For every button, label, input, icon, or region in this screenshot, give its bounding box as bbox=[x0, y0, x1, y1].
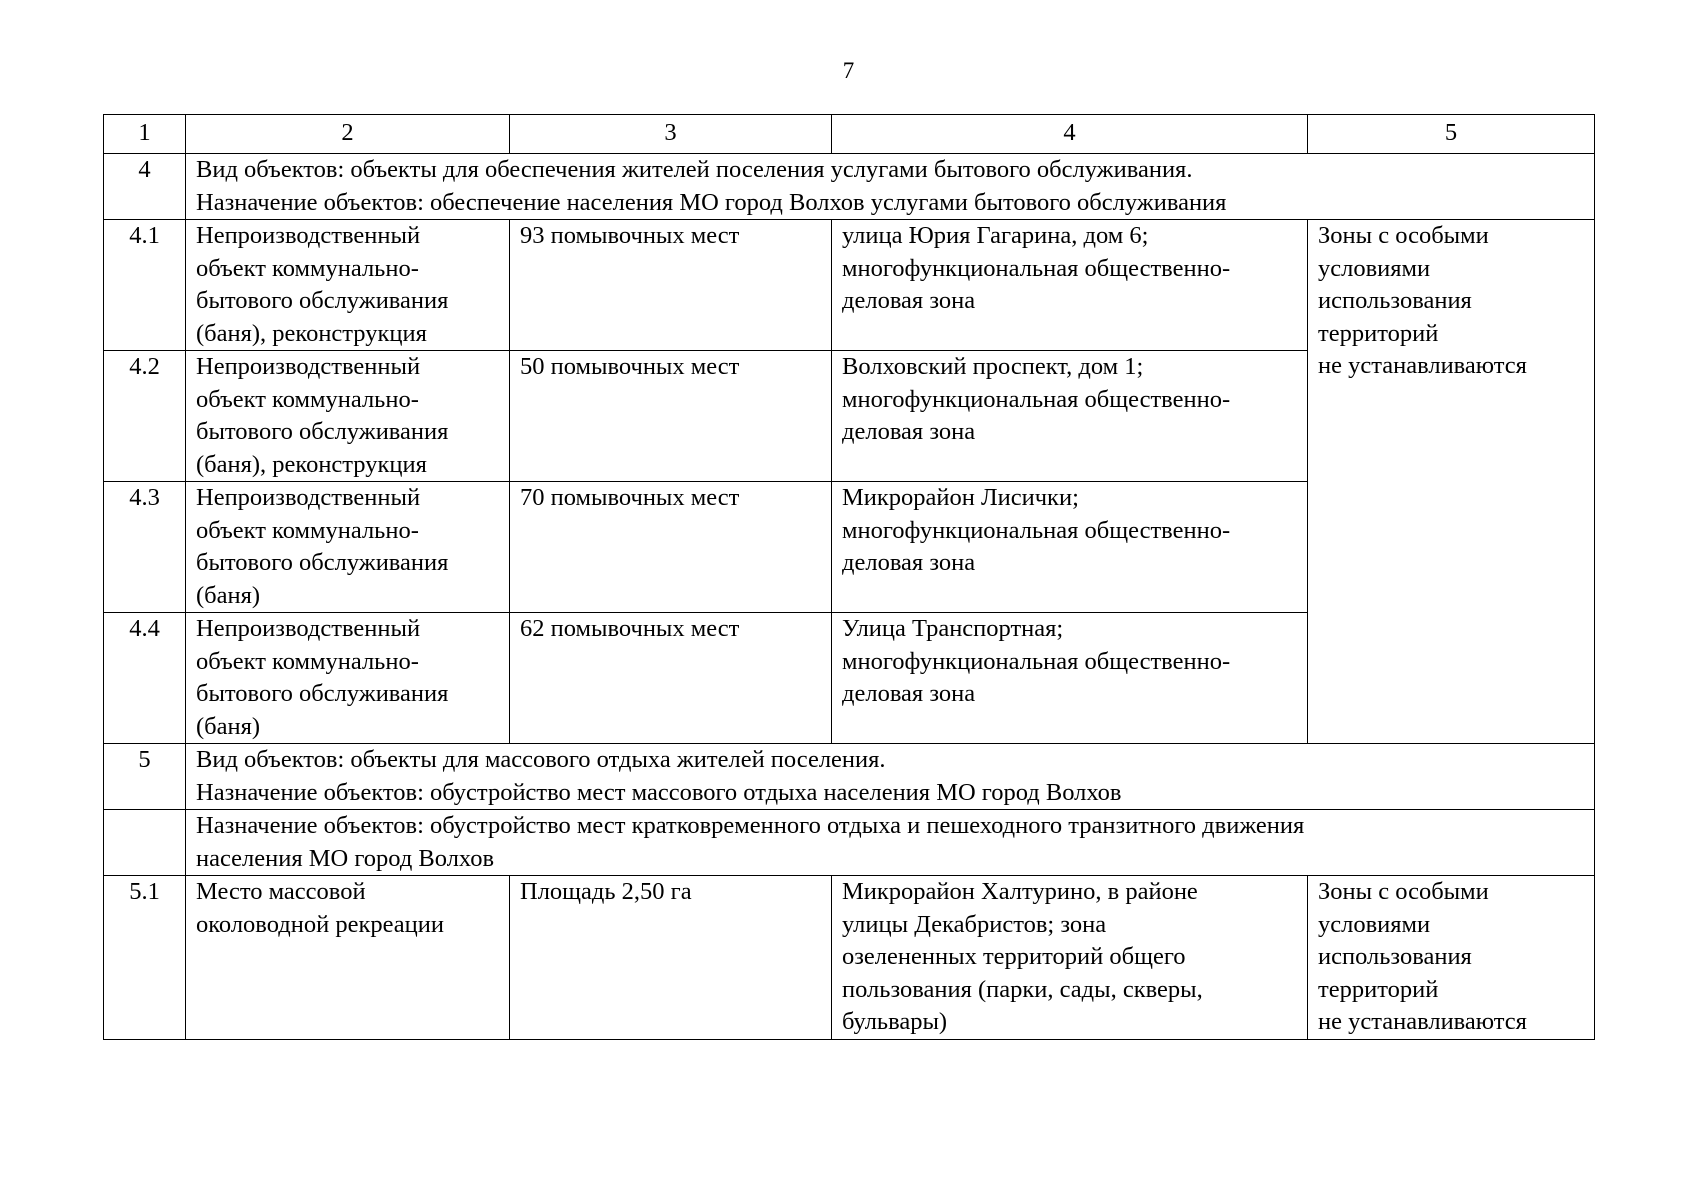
object-name-line: (баня), реконструкция bbox=[196, 319, 427, 347]
location-line: многофункциональная общественно- bbox=[842, 385, 1231, 413]
object-name-line: Место массовой bbox=[196, 878, 366, 905]
object-name-line: объект коммунально- bbox=[196, 647, 419, 675]
capacity-cell: 70 помывочных мест bbox=[510, 482, 832, 613]
object-name-line: объект коммунально- bbox=[196, 385, 419, 413]
object-name-cell bbox=[186, 220, 510, 351]
object-name-line: (баня) bbox=[196, 581, 261, 609]
section-text-line: Назначение объектов: обустройство мест кратковременного отдыха и пешеходного транзитного движения bbox=[196, 812, 1305, 839]
object-name-line: объект коммунально- bbox=[196, 254, 419, 282]
section-text-line: Вид объектов: объекты для обеспечения жителей поселения услугами бытового обслуживания. bbox=[196, 156, 1193, 183]
zones-line: использования bbox=[1318, 943, 1472, 970]
object-name-line: Непроизводственный bbox=[196, 484, 421, 511]
section-number: 4 bbox=[104, 154, 186, 220]
location-cell bbox=[832, 482, 1308, 613]
section-row-4 bbox=[104, 154, 1595, 220]
location-line: Волховский проспект, дом 1; bbox=[842, 353, 1144, 380]
object-name-line: (баня), реконструкция bbox=[196, 450, 427, 478]
location-line: Микрорайон Халтурино, в районе bbox=[842, 878, 1198, 905]
zones-cell bbox=[1308, 220, 1595, 744]
header-cell: 5 bbox=[1308, 115, 1595, 154]
object-name-line: Непроизводственный bbox=[196, 615, 421, 642]
row-number: 4.3 bbox=[104, 482, 186, 613]
section-description bbox=[186, 810, 1595, 876]
location-line: деловая зона bbox=[842, 680, 976, 707]
header-cell: 1 bbox=[104, 115, 186, 154]
capacity-cell: 62 помывочных мест bbox=[510, 613, 832, 744]
capacity-cell: 50 помывочных мест bbox=[510, 351, 832, 482]
object-name-line: Непроизводственный bbox=[196, 222, 421, 249]
table-row bbox=[104, 220, 1595, 351]
zones-line: территорий bbox=[1318, 319, 1439, 347]
section-purpose-row bbox=[104, 810, 1595, 876]
section-number: 5 bbox=[104, 744, 186, 810]
zones-line: условиями bbox=[1318, 254, 1431, 282]
object-name-line: бытового обслуживания bbox=[196, 287, 449, 314]
row-number: 4.1 bbox=[104, 220, 186, 351]
row-number: 4.4 bbox=[104, 613, 186, 744]
location-line: деловая зона bbox=[842, 549, 976, 576]
section-row-5 bbox=[104, 744, 1595, 810]
row-number: 4.2 bbox=[104, 351, 186, 482]
location-line: Микрорайон Лисички; bbox=[842, 484, 1079, 511]
location-line: озелененных территорий общего bbox=[842, 943, 1186, 970]
row-number: 5.1 bbox=[104, 876, 186, 1040]
location-cell bbox=[832, 220, 1308, 351]
location-line: улица Юрия Гагарина, дом 6; bbox=[842, 222, 1149, 249]
object-name-cell bbox=[186, 613, 510, 744]
page-number: 7 bbox=[842, 58, 855, 83]
header-cell: 2 bbox=[186, 115, 510, 154]
zones-line: Зоны с особыми bbox=[1318, 878, 1489, 905]
location-line: деловая зона bbox=[842, 418, 976, 445]
location-line: пользования (парки, сады, скверы, bbox=[842, 975, 1203, 1003]
section-text-line: населения МО город Волхов bbox=[196, 844, 495, 872]
zones-line: территорий bbox=[1318, 975, 1439, 1003]
section-description bbox=[186, 744, 1595, 810]
object-name-cell bbox=[186, 351, 510, 482]
object-name-cell bbox=[186, 482, 510, 613]
location-line: многофункциональная общественно- bbox=[842, 254, 1231, 282]
location-line: бульвары) bbox=[842, 1008, 948, 1035]
header-cell: 3 bbox=[510, 115, 832, 154]
section-description bbox=[186, 154, 1595, 220]
capacity-cell: Площадь 2,50 га bbox=[510, 876, 832, 1040]
zones-line: не устанавливаются bbox=[1318, 1008, 1527, 1035]
object-name-line: бытового обслуживания bbox=[196, 418, 449, 445]
zones-line: условиями bbox=[1318, 910, 1431, 938]
zones-line: использования bbox=[1318, 287, 1472, 314]
location-cell bbox=[832, 613, 1308, 744]
header-cell: 4 bbox=[832, 115, 1308, 154]
object-name-cell bbox=[186, 876, 510, 1040]
zones-line: не устанавливаются bbox=[1318, 352, 1527, 379]
section-text-line: Назначение объектов: обеспечение населения МО город Волхов услугами бытового обслуживания bbox=[196, 188, 1227, 216]
location-line: многофункциональная общественно- bbox=[842, 516, 1231, 544]
header-row bbox=[104, 115, 1595, 154]
zones-cell bbox=[1308, 876, 1595, 1040]
capacity-cell: 93 помывочных мест bbox=[510, 220, 832, 351]
location-line: многофункциональная общественно- bbox=[842, 647, 1231, 675]
section-text-line: Назначение объектов: обустройство мест массового отдыха населения МО город Волхов bbox=[196, 778, 1122, 806]
object-name-line: околоводной рекреации bbox=[196, 910, 444, 938]
empty-number-cell bbox=[104, 810, 186, 876]
object-name-line: объект коммунально- bbox=[196, 516, 419, 544]
zones-line: Зоны с особыми bbox=[1318, 222, 1489, 249]
object-name-line: бытового обслуживания bbox=[196, 549, 449, 576]
section-text-line: Вид объектов: объекты для массового отдыха жителей поселения. bbox=[196, 746, 886, 773]
location-line: деловая зона bbox=[842, 287, 976, 314]
location-cell bbox=[832, 876, 1308, 1040]
object-name-line: (баня) bbox=[196, 712, 261, 740]
location-line: улицы Декабристов; зона bbox=[842, 910, 1107, 938]
table-row bbox=[104, 876, 1595, 1040]
object-name-line: Непроизводственный bbox=[196, 353, 421, 380]
objects-table bbox=[103, 114, 1595, 1040]
location-line: Улица Транспортная; bbox=[842, 615, 1064, 642]
location-cell bbox=[832, 351, 1308, 482]
object-name-line: бытового обслуживания bbox=[196, 680, 449, 707]
